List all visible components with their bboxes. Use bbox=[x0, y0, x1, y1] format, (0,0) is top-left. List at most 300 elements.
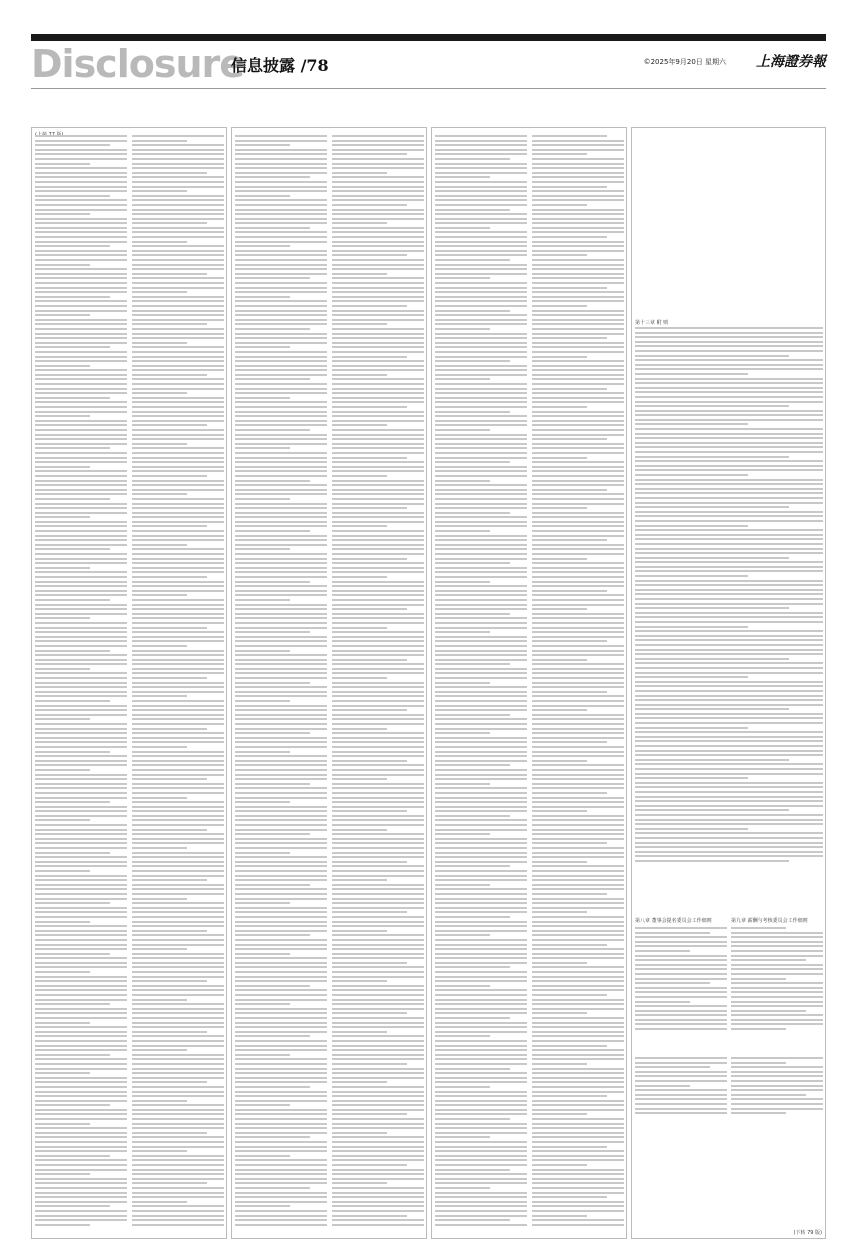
text-line bbox=[35, 424, 127, 426]
text-line bbox=[235, 755, 327, 757]
text-line bbox=[435, 209, 510, 211]
text-line bbox=[435, 176, 490, 178]
text-line bbox=[235, 833, 310, 835]
text-line bbox=[532, 539, 607, 541]
text-line bbox=[35, 548, 110, 550]
text-line bbox=[235, 663, 327, 665]
text-line bbox=[235, 438, 327, 440]
text-line bbox=[435, 797, 527, 799]
text-line bbox=[635, 736, 823, 738]
text-line bbox=[132, 567, 224, 569]
text-line bbox=[132, 976, 224, 978]
text-line bbox=[731, 927, 786, 929]
text-line bbox=[235, 287, 327, 289]
text-line bbox=[235, 158, 327, 160]
text-line bbox=[332, 218, 424, 220]
text-block bbox=[635, 1057, 727, 1117]
text-line bbox=[35, 714, 127, 716]
text-line bbox=[435, 503, 527, 505]
text-line bbox=[532, 525, 624, 527]
text-line bbox=[532, 1192, 624, 1194]
text-line bbox=[332, 1008, 424, 1010]
text-line bbox=[132, 1031, 207, 1033]
text-line bbox=[35, 631, 127, 633]
text-line bbox=[532, 507, 587, 509]
text-line bbox=[332, 737, 424, 739]
masthead-rule bbox=[31, 88, 826, 89]
text-line bbox=[731, 1108, 823, 1110]
text-line bbox=[435, 204, 527, 206]
text-block bbox=[235, 135, 327, 1231]
text-line bbox=[332, 236, 424, 238]
text-line bbox=[35, 994, 127, 996]
text-line bbox=[532, 741, 607, 743]
text-line bbox=[132, 622, 224, 624]
text-line bbox=[132, 264, 224, 266]
text-line bbox=[435, 172, 527, 174]
text-line bbox=[235, 769, 327, 771]
text-line bbox=[35, 1054, 110, 1056]
text-line bbox=[731, 1089, 823, 1091]
text-line bbox=[35, 346, 110, 348]
text-line bbox=[435, 512, 510, 514]
text-line bbox=[532, 296, 624, 298]
text-line bbox=[635, 713, 823, 715]
text-line bbox=[532, 1049, 624, 1051]
text-line bbox=[35, 291, 127, 293]
text-line bbox=[435, 911, 527, 913]
text-line bbox=[332, 976, 424, 978]
text-line bbox=[435, 1155, 527, 1157]
text-line bbox=[132, 778, 207, 780]
text-line bbox=[532, 856, 624, 858]
text-line bbox=[35, 797, 127, 799]
text-line bbox=[332, 833, 424, 835]
text-line bbox=[435, 1100, 527, 1102]
text-block bbox=[731, 1057, 823, 1117]
text-line bbox=[35, 480, 127, 482]
text-line bbox=[132, 810, 224, 812]
text-line bbox=[532, 787, 624, 789]
text-line bbox=[235, 314, 327, 316]
text-line bbox=[635, 446, 823, 448]
text-line bbox=[235, 291, 327, 293]
text-line bbox=[35, 140, 127, 142]
text-line bbox=[35, 218, 127, 220]
text-line bbox=[132, 1132, 207, 1134]
text-line bbox=[235, 163, 327, 165]
text-line bbox=[35, 650, 110, 652]
text-line bbox=[635, 1080, 727, 1082]
text-line bbox=[132, 1150, 187, 1152]
text-line bbox=[132, 553, 224, 555]
text-line bbox=[435, 346, 527, 348]
text-line bbox=[35, 1178, 127, 1180]
text-line bbox=[635, 777, 748, 779]
masthead bbox=[31, 44, 826, 84]
text-line bbox=[435, 741, 527, 743]
text-line bbox=[132, 369, 224, 371]
text-line bbox=[332, 305, 407, 307]
text-line bbox=[235, 608, 327, 610]
text-line bbox=[235, 654, 327, 656]
text-line bbox=[435, 1187, 490, 1189]
text-line bbox=[332, 140, 424, 142]
text-line bbox=[35, 1127, 127, 1129]
text-line bbox=[435, 135, 527, 137]
text-line bbox=[235, 493, 327, 495]
text-line bbox=[35, 172, 127, 174]
text-line bbox=[332, 815, 424, 817]
text-line bbox=[35, 1072, 90, 1074]
text-line bbox=[435, 953, 527, 955]
text-line bbox=[435, 434, 527, 436]
text-line bbox=[332, 1146, 424, 1148]
text-line bbox=[35, 213, 90, 215]
text-line bbox=[235, 989, 327, 991]
text-line bbox=[532, 489, 607, 491]
text-line bbox=[332, 466, 424, 468]
text-line bbox=[235, 700, 290, 702]
text-line bbox=[235, 1224, 327, 1226]
text-line bbox=[35, 186, 127, 188]
text-line bbox=[35, 392, 127, 394]
text-line bbox=[132, 484, 224, 486]
text-line bbox=[235, 659, 327, 661]
text-line bbox=[332, 544, 424, 546]
text-line bbox=[635, 855, 823, 857]
text-line bbox=[235, 282, 327, 284]
text-line bbox=[435, 337, 527, 339]
text-line bbox=[132, 475, 207, 477]
text-line bbox=[332, 1118, 424, 1120]
text-line bbox=[235, 153, 327, 155]
text-line bbox=[435, 1077, 527, 1079]
text-line bbox=[731, 941, 823, 943]
text-line bbox=[235, 1127, 327, 1129]
text-line bbox=[132, 562, 224, 564]
text-line bbox=[332, 153, 407, 155]
text-line bbox=[235, 144, 290, 146]
text-line bbox=[731, 1098, 823, 1100]
text-line bbox=[731, 955, 823, 957]
text-line bbox=[235, 1192, 327, 1194]
text-line bbox=[235, 934, 310, 936]
text-line bbox=[35, 801, 110, 803]
text-line bbox=[435, 1031, 527, 1033]
text-line bbox=[235, 645, 327, 647]
text-line bbox=[35, 388, 127, 390]
text-line bbox=[532, 691, 607, 693]
text-line bbox=[532, 470, 624, 472]
text-line bbox=[435, 783, 490, 785]
text-line bbox=[35, 723, 127, 725]
text-line bbox=[435, 1210, 527, 1212]
text-line bbox=[35, 158, 127, 160]
text-line bbox=[132, 732, 224, 734]
text-line bbox=[532, 314, 624, 316]
text-line bbox=[532, 209, 624, 211]
text-line bbox=[532, 250, 624, 252]
text-line bbox=[132, 957, 224, 959]
text-line bbox=[235, 985, 310, 987]
text-line bbox=[35, 434, 127, 436]
text-line bbox=[532, 654, 624, 656]
text-line bbox=[235, 980, 327, 982]
text-line bbox=[132, 277, 224, 279]
text-block bbox=[332, 135, 424, 1231]
text-line bbox=[532, 1219, 624, 1221]
text-line bbox=[435, 925, 527, 927]
text-line bbox=[235, 484, 327, 486]
text-line bbox=[35, 273, 127, 275]
text-line bbox=[132, 1008, 224, 1010]
text-line bbox=[235, 507, 327, 509]
text-line bbox=[332, 1224, 424, 1226]
text-line bbox=[132, 640, 224, 642]
text-line bbox=[435, 672, 527, 674]
text-line bbox=[132, 1017, 224, 1019]
text-line bbox=[332, 1031, 387, 1033]
text-line bbox=[35, 948, 127, 950]
text-line bbox=[35, 870, 90, 872]
text-line bbox=[332, 512, 424, 514]
text-line bbox=[35, 962, 127, 964]
text-line bbox=[435, 921, 527, 923]
text-line bbox=[435, 718, 527, 720]
text-line bbox=[332, 158, 424, 160]
text-line bbox=[235, 530, 310, 532]
text-line bbox=[332, 925, 424, 927]
text-line bbox=[235, 590, 327, 592]
text-line bbox=[532, 833, 624, 835]
text-line bbox=[235, 172, 327, 174]
text-line bbox=[132, 1118, 224, 1120]
text-line bbox=[332, 443, 424, 445]
text-line bbox=[332, 411, 424, 413]
text-line bbox=[332, 594, 424, 596]
text-line bbox=[35, 705, 127, 707]
text-line bbox=[235, 1068, 327, 1070]
text-line bbox=[532, 976, 624, 978]
text-line bbox=[35, 1141, 127, 1143]
text-line bbox=[435, 751, 527, 753]
text-line bbox=[132, 291, 187, 293]
text-line bbox=[635, 1062, 727, 1064]
text-line bbox=[635, 672, 823, 674]
text-line bbox=[532, 1031, 624, 1033]
text-line bbox=[435, 1192, 527, 1194]
text-line bbox=[132, 305, 224, 307]
text-line bbox=[132, 1072, 224, 1074]
text-line bbox=[532, 268, 624, 270]
text-line bbox=[635, 350, 823, 352]
text-line bbox=[532, 282, 624, 284]
text-line bbox=[332, 383, 424, 385]
text-line bbox=[132, 1182, 207, 1184]
text-line bbox=[332, 957, 424, 959]
text-line bbox=[532, 356, 587, 358]
text-line bbox=[532, 236, 607, 238]
text-line bbox=[35, 199, 127, 201]
text-line bbox=[132, 755, 224, 757]
text-line bbox=[435, 319, 527, 321]
text-line bbox=[635, 987, 727, 989]
text-line bbox=[132, 503, 224, 505]
text-line bbox=[132, 516, 224, 518]
text-line bbox=[35, 1091, 127, 1093]
text-line bbox=[35, 484, 127, 486]
text-line bbox=[435, 636, 527, 638]
text-line bbox=[132, 824, 224, 826]
text-line bbox=[235, 245, 290, 247]
text-line bbox=[435, 314, 527, 316]
text-line bbox=[35, 1068, 127, 1070]
text-line bbox=[132, 1095, 224, 1097]
text-line bbox=[635, 932, 710, 934]
text-line bbox=[332, 819, 424, 821]
text-line bbox=[435, 888, 527, 890]
text-line bbox=[35, 287, 127, 289]
text-line bbox=[132, 507, 224, 509]
top-rule bbox=[31, 34, 826, 41]
text-line bbox=[532, 1159, 624, 1161]
text-line bbox=[235, 388, 327, 390]
text-line bbox=[635, 552, 823, 554]
text-line bbox=[132, 323, 207, 325]
text-line bbox=[132, 181, 224, 183]
text-line bbox=[332, 985, 424, 987]
text-line bbox=[332, 672, 424, 674]
text-line bbox=[235, 746, 327, 748]
text-line bbox=[435, 516, 527, 518]
text-line bbox=[332, 1187, 424, 1189]
text-line bbox=[235, 714, 327, 716]
text-line bbox=[235, 1012, 327, 1014]
text-line bbox=[35, 365, 90, 367]
text-line bbox=[235, 296, 290, 298]
text-line bbox=[332, 434, 424, 436]
text-line bbox=[235, 741, 327, 743]
text-line bbox=[332, 797, 424, 799]
text-line bbox=[132, 1113, 224, 1115]
text-line bbox=[635, 1005, 727, 1007]
text-line bbox=[132, 774, 224, 776]
text-line bbox=[532, 342, 624, 344]
text-line bbox=[435, 732, 490, 734]
text-line bbox=[532, 953, 624, 955]
text-line bbox=[731, 1085, 823, 1087]
text-line bbox=[35, 925, 127, 927]
text-line bbox=[35, 668, 90, 670]
text-line bbox=[532, 443, 624, 445]
text-line bbox=[435, 1132, 527, 1134]
text-line bbox=[132, 760, 224, 762]
text-line bbox=[132, 443, 187, 445]
text-line bbox=[35, 1026, 127, 1028]
text-line bbox=[532, 346, 624, 348]
text-line bbox=[132, 1068, 224, 1070]
text-line bbox=[35, 751, 110, 753]
text-line bbox=[235, 264, 327, 266]
text-line bbox=[435, 916, 510, 918]
text-line bbox=[435, 392, 527, 394]
text-line bbox=[235, 328, 310, 330]
text-line bbox=[532, 1164, 587, 1166]
text-line bbox=[332, 1219, 424, 1221]
text-line bbox=[332, 792, 424, 794]
text-line bbox=[35, 356, 127, 358]
text-line bbox=[35, 236, 127, 238]
text-line bbox=[435, 604, 527, 606]
text-line bbox=[635, 782, 823, 784]
text-line bbox=[35, 167, 127, 169]
text-line bbox=[132, 236, 224, 238]
text-line bbox=[132, 420, 224, 422]
text-line bbox=[35, 250, 127, 252]
text-line bbox=[435, 957, 527, 959]
text-line bbox=[132, 939, 224, 941]
text-line bbox=[435, 893, 527, 895]
text-line bbox=[132, 865, 224, 867]
text-line bbox=[132, 663, 224, 665]
text-line bbox=[332, 787, 424, 789]
text-line bbox=[332, 264, 424, 266]
text-line bbox=[235, 277, 310, 279]
text-line bbox=[635, 401, 823, 403]
text-line bbox=[235, 544, 327, 546]
text-line bbox=[35, 401, 127, 403]
text-line bbox=[635, 456, 789, 458]
text-line bbox=[132, 1104, 224, 1106]
text-line bbox=[332, 746, 424, 748]
text-line bbox=[532, 686, 624, 688]
text-line bbox=[235, 1146, 327, 1148]
text-line bbox=[35, 847, 127, 849]
text-line bbox=[35, 319, 127, 321]
text-line bbox=[332, 999, 424, 1001]
text-line bbox=[635, 373, 748, 375]
text-line bbox=[532, 732, 624, 734]
text-line bbox=[35, 1173, 90, 1175]
text-line bbox=[235, 686, 327, 688]
text-line bbox=[132, 599, 224, 601]
text-line bbox=[332, 774, 424, 776]
text-line bbox=[35, 718, 90, 720]
text-line bbox=[132, 406, 224, 408]
text-line bbox=[332, 1210, 424, 1212]
text-line bbox=[332, 829, 387, 831]
text-line bbox=[132, 254, 224, 256]
text-line bbox=[235, 1091, 327, 1093]
text-line bbox=[235, 236, 327, 238]
text-line bbox=[132, 158, 224, 160]
text-line bbox=[532, 277, 624, 279]
text-line bbox=[532, 429, 624, 431]
text-line bbox=[635, 575, 748, 577]
text-line bbox=[35, 1045, 127, 1047]
text-line bbox=[235, 911, 327, 913]
text-line bbox=[332, 636, 424, 638]
text-line bbox=[635, 355, 789, 357]
text-line bbox=[731, 1001, 823, 1003]
text-line bbox=[235, 939, 327, 941]
text-line bbox=[35, 525, 127, 527]
text-line bbox=[532, 1118, 624, 1120]
text-line bbox=[635, 860, 789, 862]
text-line bbox=[332, 810, 407, 812]
text-line bbox=[435, 241, 527, 243]
